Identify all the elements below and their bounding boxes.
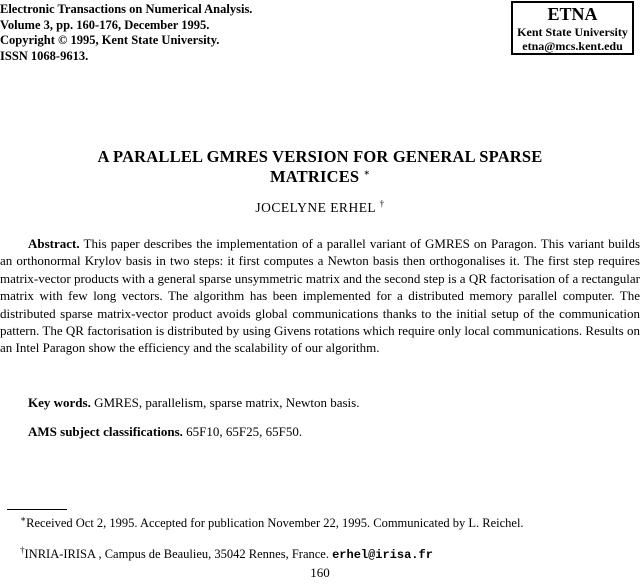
ams-text: 65F10, 65F25, 65F50. — [186, 424, 303, 439]
author-footnote-mark: † — [379, 198, 385, 209]
title-line-2 — [20, 167, 620, 187]
received-mark: ∗ — [20, 513, 27, 524]
affiliation-email: erhel@irisa.fr — [332, 548, 433, 562]
paper-title — [20, 147, 620, 187]
abstract-label: Abstract. — [28, 236, 80, 251]
etna-name: ETNA — [547, 4, 598, 24]
page-number: 160 — [310, 565, 330, 580]
author — [20, 200, 620, 216]
author-name: JOCELYNE ERHEL — [255, 200, 376, 215]
journal-header — [0, 2, 252, 64]
etna-email: etna@mcs.kent.edu — [522, 39, 623, 53]
abstract-text: This paper describes the implementation of a parallel variant of GMRES on Paragon. This variant builds an orthonormal Krylov basis in two steps: it first computes a Newton basis then orthogonalises it. The first step requires matrix-vector products with a general sparse unsymmetric matrix and the second step is a QR factorisation of a rectangular matrix with few long vectors. The algorithm has been implemented for a distributed memory parallel computer. The distributed sparse matrix-vector product avoids global communications thanks to the initial setup of the communication pattern. The QR factorisation is distributed by using Givens rotations which require only local communications. Results on an Intel Paragon show the efficiency and the scalability of our algorithm. — [0, 236, 640, 356]
keywords-label: Key words. — [28, 395, 91, 410]
received-text: Received Oct 2, 1995. Accepted for publication November 22, 1995. Communicated by L. Reichel. — [26, 516, 524, 530]
journal-issn: ISSN 1068-9613. — [0, 48, 89, 63]
footnote-affiliation — [0, 544, 640, 563]
journal-copyright: Copyright © 1995, Kent State University. — [0, 33, 220, 47]
title-line-2-text: MATRICES — [269, 167, 360, 186]
etna-university: Kent State University — [517, 25, 628, 39]
journal-name: Electronic Transactions on Numerical Analysis. — [0, 2, 253, 16]
journal-volume: Volume 3, pp. 160-176, December 1995. — [0, 17, 210, 32]
etna-box — [511, 1, 634, 55]
footnote-rule — [7, 509, 67, 510]
footnote-received — [0, 513, 640, 531]
affiliation-text: INRIA-IRISA , Campus de Beaulieu, 35042 Rennes, France. — [24, 547, 329, 561]
keywords — [28, 394, 640, 411]
abstract — [0, 235, 640, 357]
title-line-1: A PARALLEL GMRES VERSION FOR GENERAL SPARSE — [97, 147, 543, 166]
title-footnote-mark: ∗ — [363, 167, 371, 178]
ams-classifications — [28, 423, 640, 440]
keywords-text: GMRES, parallelism, sparse matrix, Newton basis. — [94, 395, 360, 410]
affiliation-mark: † — [20, 544, 25, 555]
ams-label: AMS subject classifications. — [28, 424, 183, 439]
